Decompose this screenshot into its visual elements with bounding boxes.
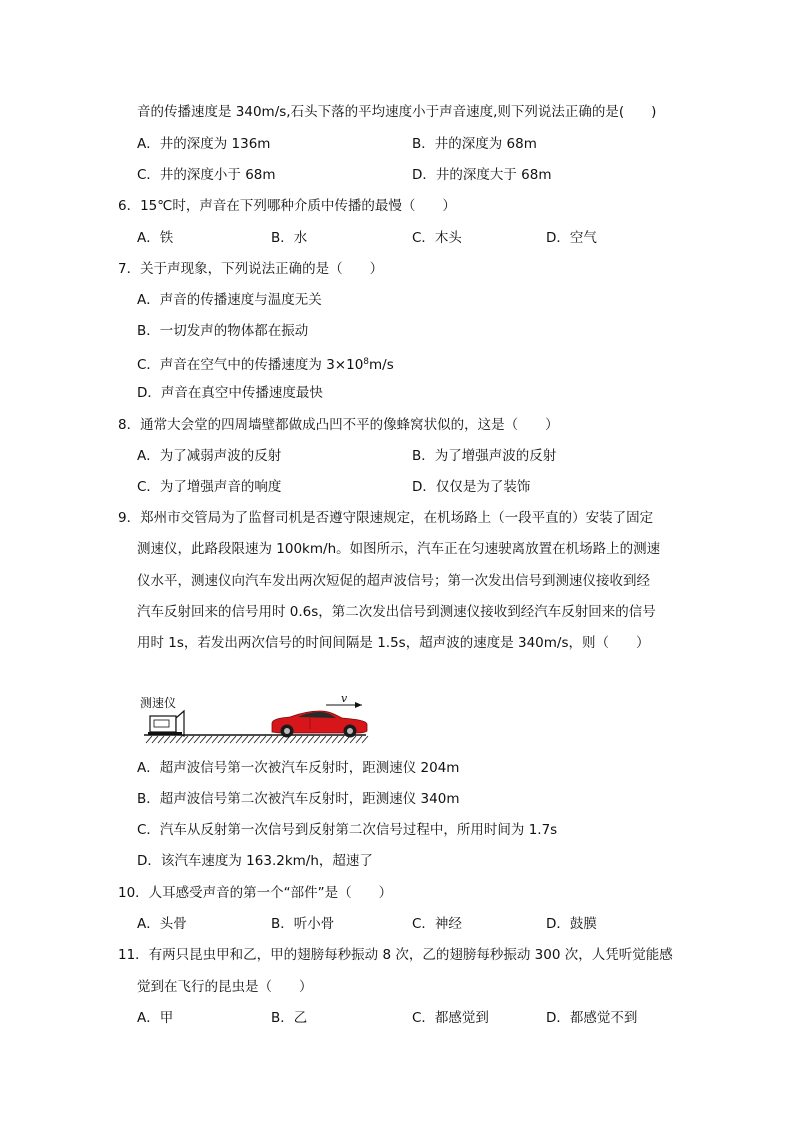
q8-stem: 8．通常大会堂的四周墙壁都做成凸凹不平的像蜂窝状似的，这是（ ）: [118, 417, 559, 433]
red-car: [272, 711, 367, 738]
q5-stem-cont: 音的传播速度是 340m/s,石头下落的平均速度小于声音速度,则下列说法正确的是( ): [137, 104, 657, 120]
speed-detector-label: 测速仪: [140, 696, 177, 710]
q7-option-c[interactable]: [137, 353, 394, 374]
q7-option-b[interactable]: B．一切发声的物体都在振动: [137, 323, 309, 339]
q9-stem-line1: 9．郑州市交管局为了监督司机是否遵守限速规定，在机场路上（一段平直的）安装了固定: [118, 510, 654, 526]
q11-option-b[interactable]: B．乙: [271, 1010, 308, 1026]
q9-stem-line3: 仪水平，测速仪向汽车发出两次短促的超声波信号；第一次发出信号到测速仪接收到经: [137, 573, 650, 589]
q5-option-d[interactable]: D．井的深度大于 68m: [412, 167, 552, 183]
ground-hatching: [144, 735, 368, 743]
q11-stem-line2: 觉到在飞行的昆虫是（ ）: [137, 979, 313, 995]
q5-option-b[interactable]: B．井的深度为 68m: [412, 136, 537, 152]
q9-option-d[interactable]: D．该汽车速度为 163.2km/h，超速了: [137, 853, 373, 869]
q7-option-a[interactable]: A．声音的传播速度与温度无关: [137, 292, 322, 308]
q8-option-c[interactable]: C．为了增强声音的响度: [137, 479, 282, 495]
q10-option-a[interactable]: A．头骨: [137, 916, 187, 932]
q10-option-b[interactable]: B．听小骨: [271, 916, 335, 932]
q5-option-a[interactable]: A．井的深度为 136m: [137, 136, 271, 152]
q6-option-a[interactable]: A．铁: [137, 230, 174, 246]
q10-option-d[interactable]: D．鼓膜: [546, 916, 597, 932]
speed-detector-device: [148, 711, 184, 736]
q9-option-c[interactable]: C．汽车从反射第一次信号到反射第二次信号过程中，所用时间为 1.7s: [137, 822, 558, 838]
q9-stem-line4: 汽车反射回来的信号用时 0.6s，第二次发出信号到测速仪接收到经汽车反射回来的信号: [137, 604, 656, 620]
q9-stem-line2: 测速仪，此路段限速为 100km/h。如图所示，汽车正在匀速驶离放置在机场路上的测速: [137, 541, 661, 557]
q6-option-d[interactable]: D．空气: [546, 230, 597, 246]
q9-option-b[interactable]: B．超声波信号第二次被汽车反射时，距测速仪 340m: [137, 791, 460, 807]
q9-option-a[interactable]: A．超声波信号第一次被汽车反射时，距测速仪 204m: [137, 760, 460, 776]
q11-option-d[interactable]: D．都感觉不到: [546, 1010, 638, 1026]
q7-option-c-text: C．声音在空气中的传播速度为 3×10: [137, 357, 364, 373]
q7-option-c-exponent: 8: [363, 357, 370, 367]
q7-option-d[interactable]: D．声音在真空中传播速度最快: [137, 385, 323, 401]
q8-option-d[interactable]: D．仅仅是为了装饰: [412, 479, 531, 495]
q8-option-a[interactable]: A．为了减弱声波的反射: [137, 448, 282, 464]
q6-stem: 6．15℃时，声音在下列哪种介质中传播的最慢（ ）: [118, 198, 456, 214]
q7-stem: 7．关于声现象，下列说法正确的是（ ）: [118, 261, 384, 277]
q11-option-a[interactable]: A．甲: [137, 1010, 174, 1026]
q7-option-c-unit: m/s: [369, 357, 394, 373]
q10-stem: 10．人耳感受声音的第一个“部件”是（ ）: [118, 885, 393, 901]
velocity-label: v: [341, 692, 348, 705]
q10-option-c[interactable]: C．神经: [412, 916, 462, 932]
q9-stem-line5: 用时 1s，若发出两次信号的时间间隔是 1.5s，超声波的速度是 340m/s，则（ ）: [137, 635, 650, 651]
q11-stem-line1: 11．有两只昆虫甲和乙，甲的翅膀每秒振动 8 次，乙的翅膀每秒振动 300 次，人凭听觉能感: [118, 947, 673, 963]
q8-option-b[interactable]: B．为了增强声波的反射: [412, 448, 557, 464]
q11-option-c[interactable]: C．都感觉到: [412, 1010, 489, 1026]
q6-option-b[interactable]: B．水: [271, 230, 308, 246]
speed-detector-figure: [140, 692, 370, 744]
q6-option-c[interactable]: C．木头: [412, 230, 462, 246]
q5-option-c[interactable]: C．井的深度小于 68m: [137, 167, 276, 183]
